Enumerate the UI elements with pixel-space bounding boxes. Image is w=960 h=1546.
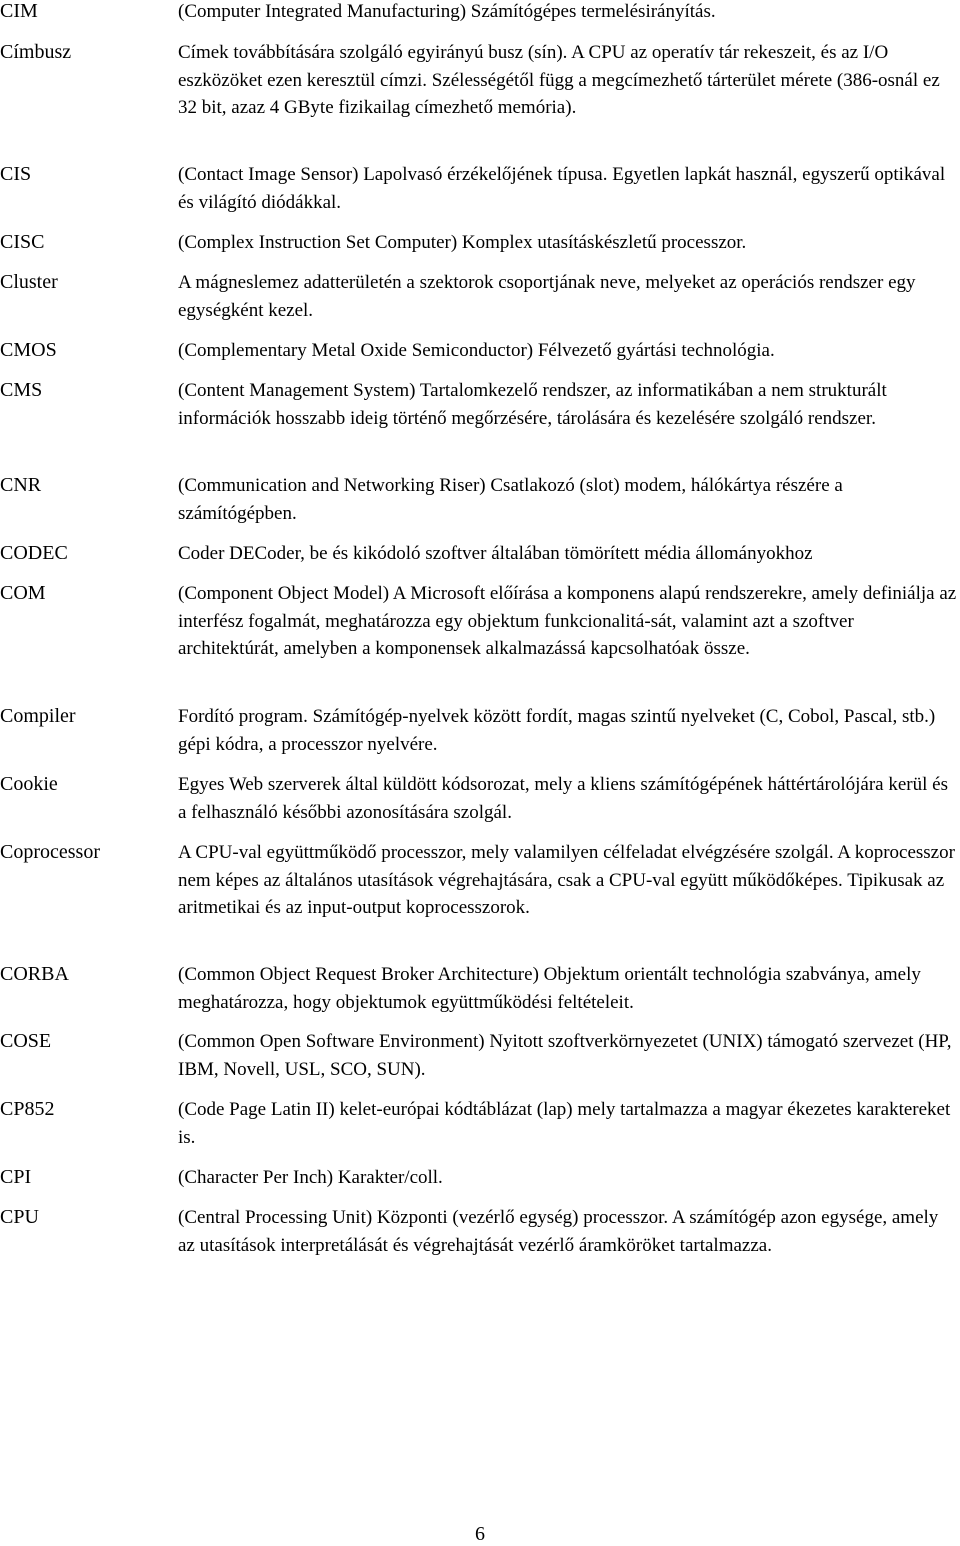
entry-term: Cookie [0, 773, 58, 795]
entry-definition: Coder DECoder, be és kikódoló szoftver általában tömörített média állományokhoz [178, 543, 813, 564]
entry-term: Címbusz [0, 41, 72, 63]
entry-term: COM [0, 582, 46, 604]
entry-term: CMS [0, 379, 43, 401]
entry-definition: (Contact Image Sensor) Lapolvasó érzékelőjének típusa. Egyetlen lapkát használ, egyszerű optikával és világító diódákkal. [178, 164, 946, 213]
entry-term: CPU [0, 1206, 39, 1228]
entry-term: CIS [0, 163, 32, 185]
entry-definition: (Character Per Inch) Karakter/coll. [178, 1167, 443, 1188]
entry-term: CISC [0, 231, 45, 253]
entry-term: CODEC [0, 542, 68, 564]
entry-term: CPI [0, 1166, 32, 1188]
entry-term: Compiler [0, 705, 76, 727]
entry-definition: Fordító program. Számítógép-nyelvek között fordít, magas szintű nyelveket (C, Cobol, Pascal, stb.) gépi kódra, a processzor nyelvére. [178, 706, 936, 755]
entry-definition: (Complementary Metal Oxide Semiconductor) Félvezető gyártási technológia. [178, 340, 775, 361]
entry-definition: Címek továbbítására szolgáló egyirányú busz (sín). A CPU az operatív tár rekeszeit, és az I/O eszközöket ezen keresztül címzi. Szélességétől függ a megcímezhető tárterület mérete (386-osnál ez 32 bit, azaz 4 GByte fizikailag címezhető memória). [178, 42, 940, 118]
entry-term: Cluster [0, 271, 58, 293]
entry-term: CORBA [0, 963, 69, 985]
entry-term: COSE [0, 1030, 52, 1052]
page-number: 6 [475, 1523, 485, 1545]
entry-definition: A CPU-val együttműködő processzor, mely valamilyen célfeladat elvégzésére szolgál. A koprocesszor nem képes az általános utasítások végrehajtására, csak a CPU-val együtt működőképes. Tipikusak az aritmetikai és az input-output koprocesszorok. [178, 842, 955, 918]
entry-term: CMOS [0, 339, 57, 361]
entry-definition: (Central Processing Unit) Központi (vezérlő egység) processzor. A számítógép azon egysége, amely az utasítások interpretálását és végrehajtását vezérlő áramköröket tartalmazza. [178, 1207, 939, 1256]
entry-definition: (Common Open Software Environment) Nyitott szoftverkörnyezetet (UNIX) támogató szervezet (HP, IBM, Novell, USL, SCO, SUN). [178, 1031, 952, 1080]
entry-definition: (Common Object Request Broker Architecture) Objektum orientált technológia szabványa, amely meghatározza, hogy objektumok együttműködési feltételeit. [178, 964, 921, 1013]
entry-definition: A mágneslemez adatterületén a szektorok csoportjának neve, melyeket az operációs rendszer egy egységként kezel. [178, 272, 916, 321]
entry-definition: (Communication and Networking Riser) Csatlakozó (slot) modem, hálókártya részére a számítógépben. [178, 475, 843, 524]
entry-term: Coprocessor [0, 841, 100, 863]
entry-definition: (Content Management System) Tartalomkezelő rendszer, az informatikában a nem strukturált információk hosszabb ideig történő megőrzésére, tárolására és kezelésére szolgáló rendszer. [178, 380, 887, 429]
entry-definition: (Computer Integrated Manufacturing) Számítógépes termelésirányítás. [178, 1, 716, 22]
entry-term: CP852 [0, 1098, 55, 1120]
entry-definition: (Code Page Latin II) kelet-európai kódtáblázat (lap) mely tartalmazza a magyar ékezetes karaktereket is. [178, 1099, 951, 1148]
entry-definition: Egyes Web szerverek által küldött kódsorozat, mely a kliens számítógépének háttértárolójára kerül és a felhasználó későbbi azonosítására szolgál. [178, 774, 948, 823]
entry-definition: (Complex Instruction Set Computer) Komplex utasításkészletű processzor. [178, 232, 747, 253]
entry-term: CIM [0, 0, 38, 22]
entry-definition: (Component Object Model) A Microsoft előírása a komponens alapú rendszerekre, amely definiálja az interfész fogalmát, meghatározza egy objektum funkcionalitá-sát, valamint azt a szoftver architektúrát, amelyben a komponensek alkalmazássá kapcsolhatóak össze. [178, 583, 957, 659]
entry-term: CNR [0, 474, 42, 496]
